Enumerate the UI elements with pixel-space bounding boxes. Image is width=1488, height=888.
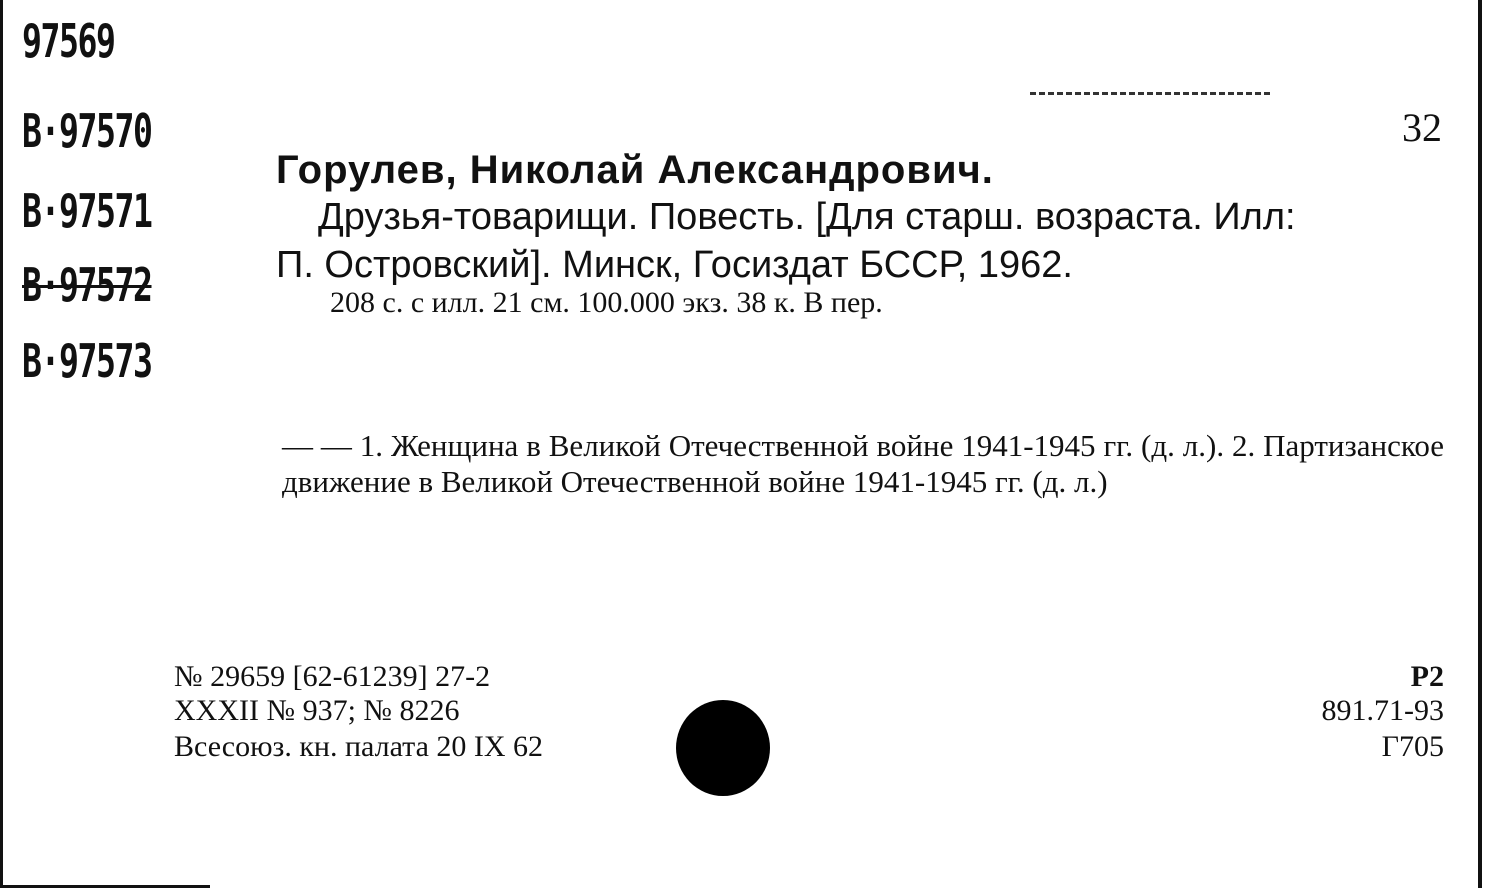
card-right-edge bbox=[1478, 0, 1482, 888]
punch-hole bbox=[676, 700, 770, 796]
chronicle-number: XXXII № 937; № 8226 bbox=[174, 694, 460, 727]
title-description-line2: П. Островский]. Минск, Госиздат БССР, 1962. bbox=[276, 244, 1073, 286]
title-description-line1: Друзья-товарищи. Повесть. [Для старш. возраста. Илл: bbox=[318, 196, 1296, 238]
author-mark: Г705 bbox=[1381, 730, 1444, 763]
classification-index: Р2 bbox=[1410, 660, 1444, 693]
author-heading: Горулев, Николай Александрович. bbox=[276, 148, 994, 192]
inventory-number: В·97571 bbox=[22, 184, 152, 238]
inventory-number: В·97570 bbox=[22, 104, 152, 158]
inventory-number-struck: В·97572 bbox=[22, 258, 152, 312]
dashed-mark bbox=[1030, 92, 1270, 95]
physical-description: 208 с. с илл. 21 см. 100.000 экз. 38 к. В пер. bbox=[330, 286, 883, 319]
subject-headings: — — 1. Женщина в Великой Отечественной войне 1941-1945 гг. (д. л.). 2. Партизанское движение в Великой Отечественной войне 1941-1945 гг. (д. л.) bbox=[282, 428, 1444, 499]
card-number: 32 bbox=[1402, 105, 1442, 150]
record-number: № 29659 [62-61239] 27-2 bbox=[174, 660, 491, 693]
issuing-chamber: Всесоюз. кн. палата 20 IX 62 bbox=[174, 730, 544, 763]
card-left-edge bbox=[0, 0, 3, 888]
inventory-number: 97569 bbox=[22, 14, 115, 68]
inventory-number: В·97573 bbox=[22, 334, 152, 388]
udc-number: 891.71-93 bbox=[1321, 694, 1444, 727]
